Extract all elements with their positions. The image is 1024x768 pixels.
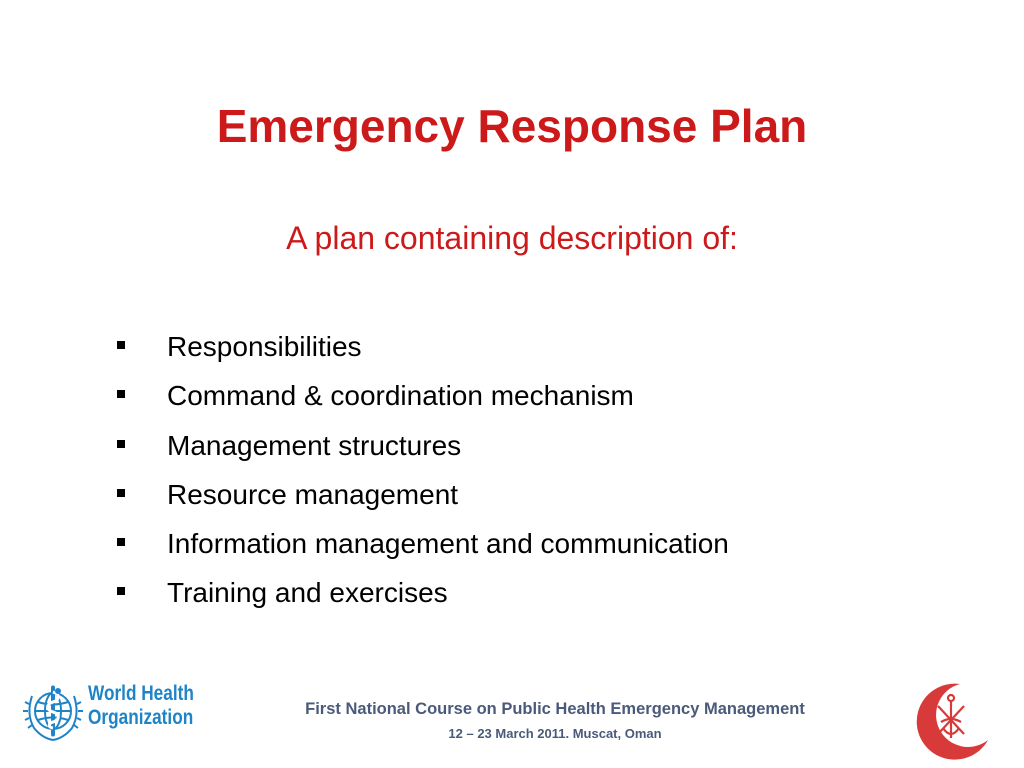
- square-bullet-icon: [117, 538, 125, 546]
- bullet-text: Command & coordination mechanism: [167, 380, 634, 412]
- footer-course-title: First National Course on Public Health Emergency Management: [305, 700, 805, 718]
- square-bullet-icon: [117, 489, 125, 497]
- who-wordmark: [88, 682, 194, 730]
- square-bullet-icon: [117, 587, 125, 595]
- who-wordmark-line1: World Health: [88, 682, 194, 705]
- bullet-text: Training and exercises: [167, 577, 448, 609]
- bullet-text: Management structures: [167, 429, 462, 461]
- slide-title: Emergency Response Plan: [216, 100, 808, 152]
- bullet-text: Resource management: [167, 478, 459, 510]
- bullet-text: Information management and communication: [167, 528, 729, 560]
- who-wordmark-line2: Organization: [88, 706, 194, 729]
- footer-course-dates: 12 – 23 March 2011. Muscat, Oman: [448, 726, 662, 741]
- bullet-text: Responsibilities: [167, 331, 362, 362]
- who-logo: [22, 676, 202, 746]
- slide-subtitle: A plan containing description of:: [286, 220, 738, 256]
- square-bullet-icon: [117, 390, 125, 398]
- red-crescent-emblem-icon: [908, 678, 994, 762]
- who-emblem-icon: [22, 680, 84, 744]
- square-bullet-icon: [117, 341, 125, 349]
- square-bullet-icon: [117, 440, 125, 448]
